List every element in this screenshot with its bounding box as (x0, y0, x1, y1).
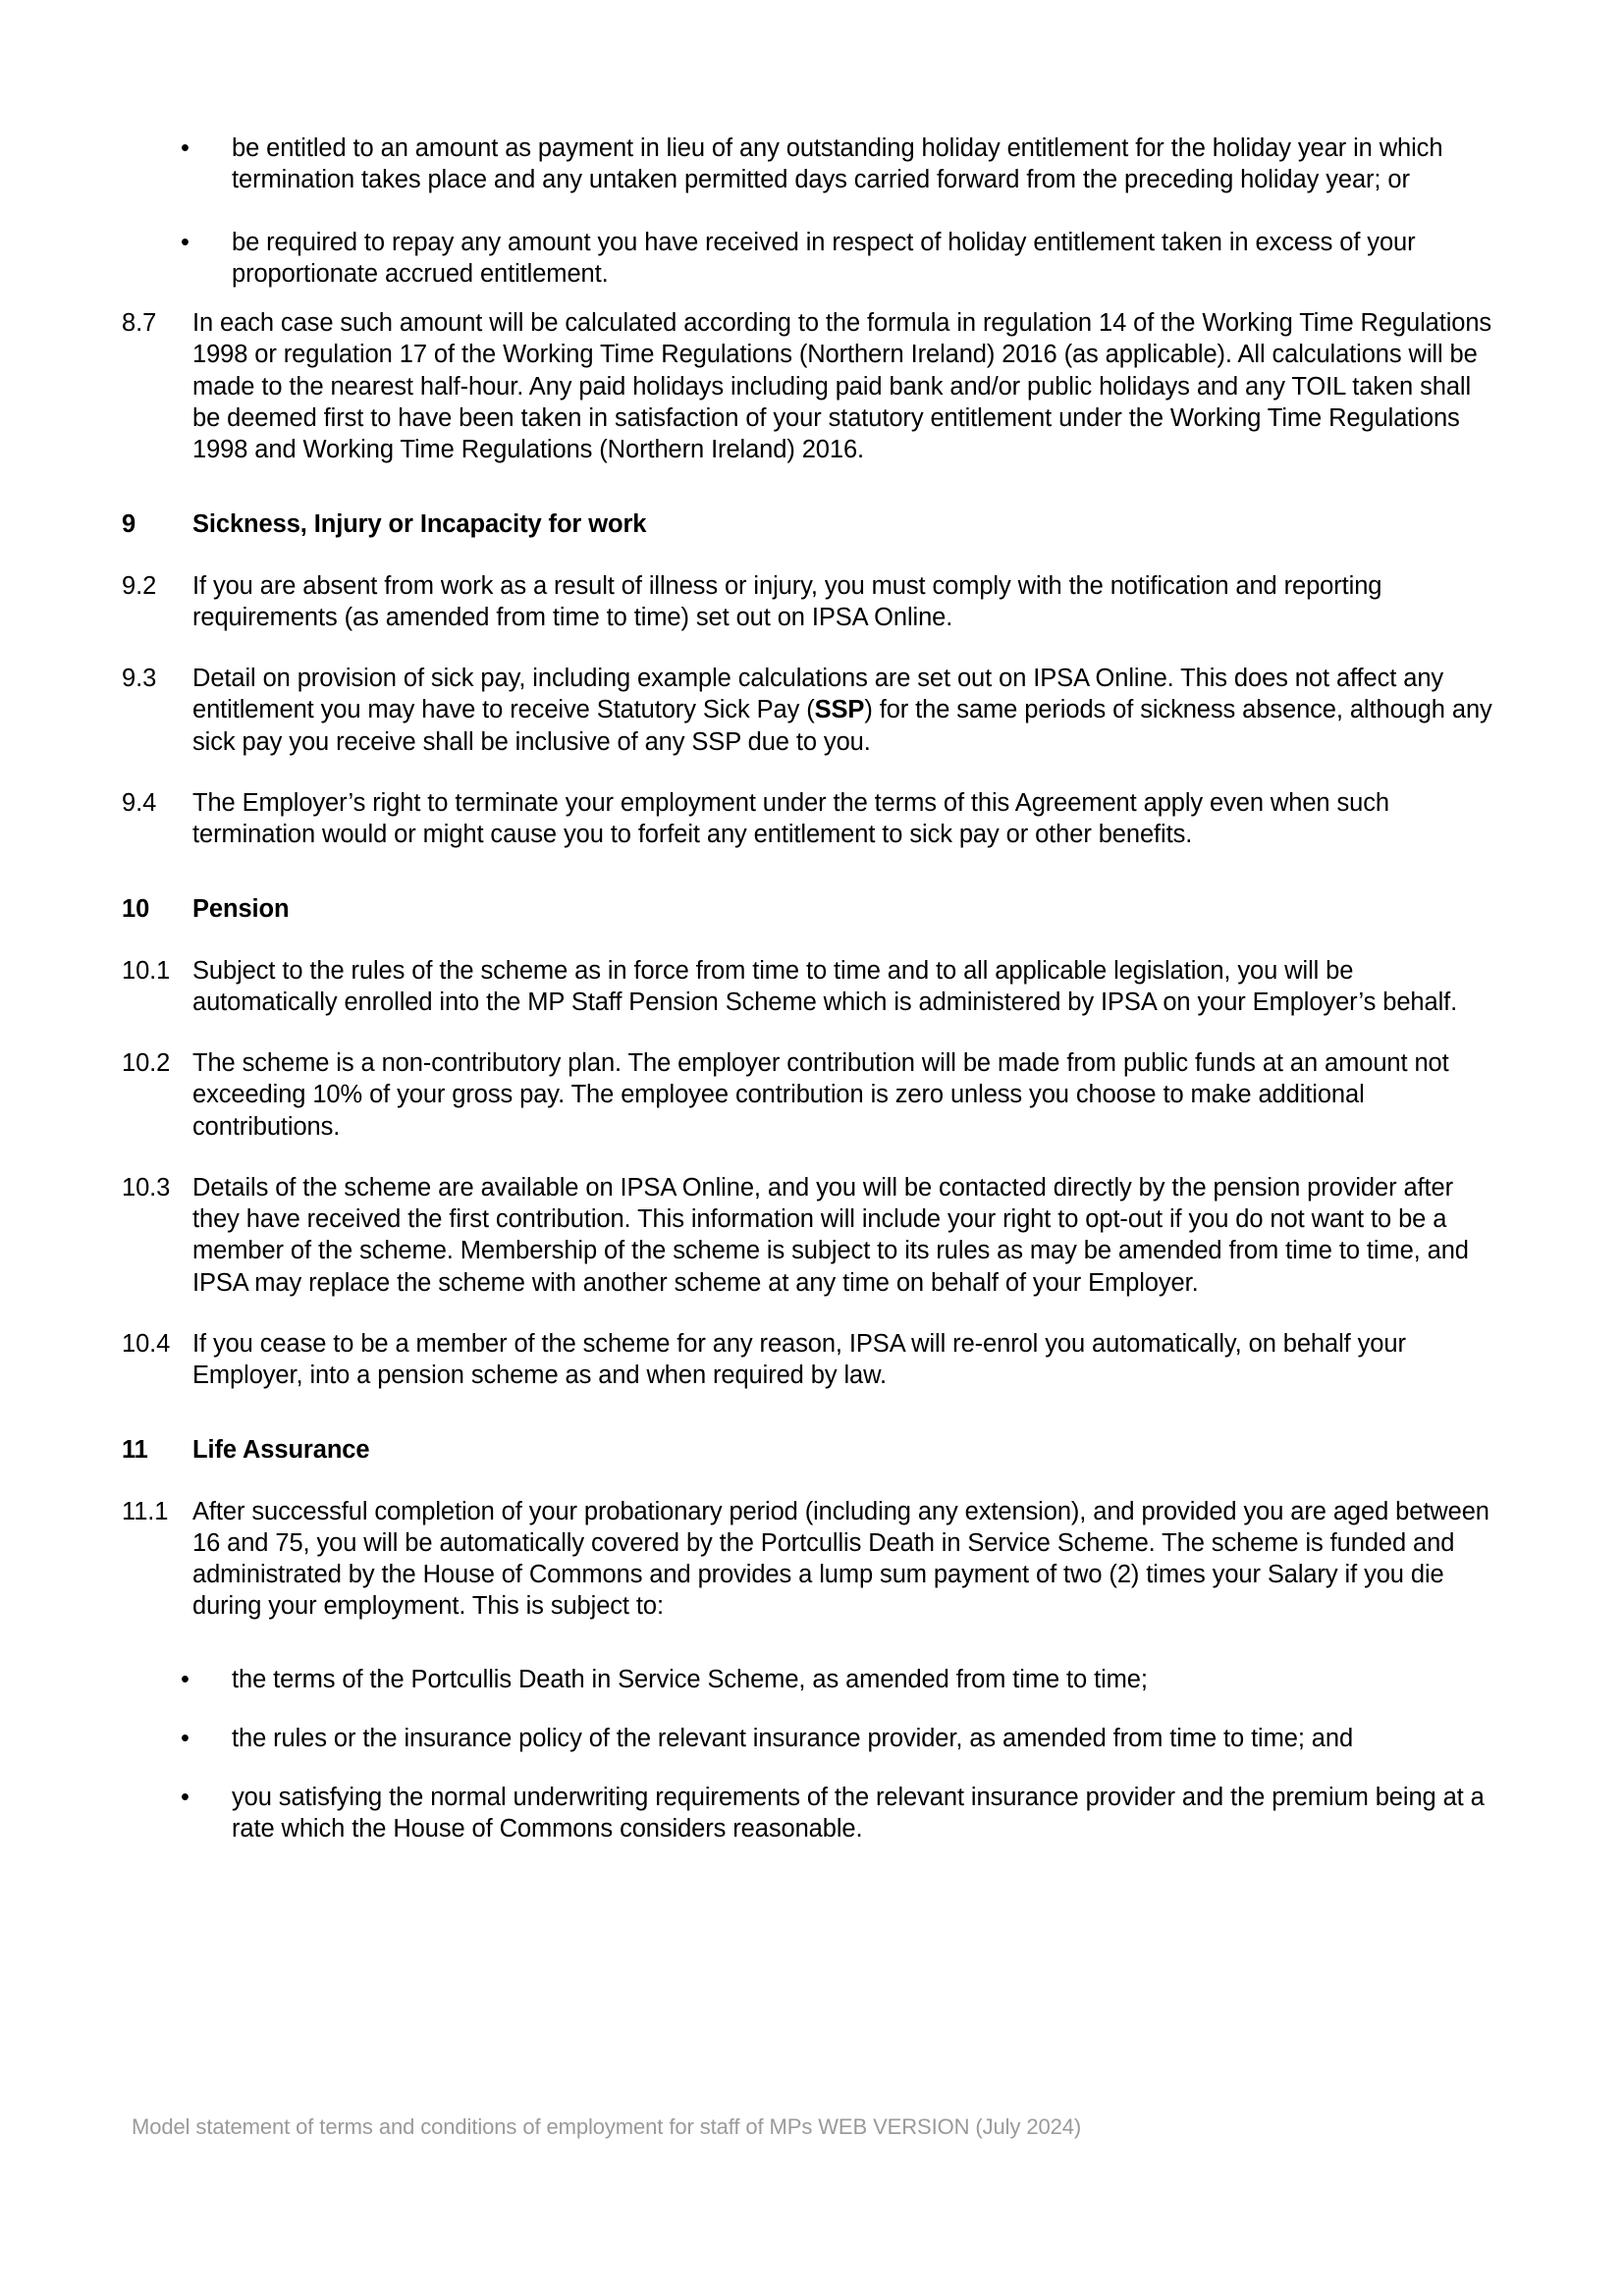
clause-text: If you cease to be a member of the scheme for any reason, IPSA will re-enrol you automatically, on behalf your Employer, into a pension scheme as and when required by law. (192, 1329, 1406, 1389)
clause-text: After successful completion of your probationary period (including any extension), and provided you are aged between 16 and 75, you will be automatically covered by the Portcullis Death in Service Scheme. The scheme is funded and administrated by the House of Commons and provides a lump sum payment of two (2) times your Salary if you die during your employment. This is subject to: (192, 1497, 1489, 1621)
bullet-icon: • (181, 1724, 189, 1752)
list-item (181, 227, 1502, 291)
clause-10-1 (122, 955, 1502, 1019)
clause-number: 11.1 (122, 1497, 169, 1525)
bullet-icon: • (181, 134, 189, 162)
clause-number: 10.3 (122, 1173, 171, 1201)
section-heading-9 (122, 508, 1502, 540)
clause-number: 8.7 (122, 309, 157, 337)
clause-9-4 (122, 787, 1502, 851)
holiday-termination-bullet-list (181, 133, 1502, 290)
clause-number: 10.4 (122, 1329, 171, 1358)
clause-text: If you are absent from work as a result of illness or injury, you must comply with the notification and reporting requirements (as amended from time to time) set out on IPSA Online. (192, 571, 1382, 631)
clause-text: In each case such amount will be calculated according to the formula in regulation 14 of the Working Time Regulations 1998 or regulation 17 of the Working Time Regulations (Northern Ireland) 2016 (as applicable). All calculations will be made to the nearest half-hour. Any paid holidays including paid bank and/or public holidays and any TOIL taken shall be deemed first to have been taken in satisfaction of your statutory entitlement under the Working Time Regulations 1998 and Working Time Regulations (Northern Ireland) 2016. (192, 309, 1492, 463)
clause-text: The Employer’s right to terminate your employment under the terms of this Agreement apply even when such termination would or might cause you to forfeit any entitlement to sick pay or other benefits. (192, 788, 1389, 848)
clause-text: Details of the scheme are available on IPSA Online, and you will be contacted directly by the pension provider after they have received the first contribution. This information will include your right to opt-out if you do not want to be a member of the scheme. Membership of the scheme is subject to its rules as may be amended from time to time, and IPSA may replace the scheme with another scheme at any time on behalf of your Employer. (192, 1173, 1469, 1297)
list-item (181, 1723, 1502, 1754)
clause-number: 9.3 (122, 665, 157, 692)
spacer (122, 290, 1502, 307)
clause-text-part-2: ) for the same periods of sickness absence, although any sick pay you receive shall be inclusive of any SSP due to you. (192, 696, 1492, 756)
section-title: Pension (192, 895, 290, 924)
clause-number: 10.1 (122, 956, 171, 985)
clause-10-2 (122, 1047, 1502, 1143)
clause-text (192, 663, 1502, 758)
clause-8-7 (122, 307, 1502, 465)
clause-10-4 (122, 1328, 1502, 1392)
clause-9-2 (122, 570, 1502, 634)
bullet-text: the rules or the insurance policy of the relevant insurance provider, as amended from time to time; and (232, 1724, 1354, 1752)
clause-text: Subject to the rules of the scheme as in force from time to time and to all applicable legislation, you will be automatically enrolled into the MP Staff Pension Scheme which is administered by IPSA on your Employer’s behalf. (192, 956, 1458, 1016)
bullet-text: be entitled to an amount as payment in lieu of any outstanding holiday entitlement for the holiday year in which termination takes place and any untaken permitted days carried forward from the preceding holiday year; or (232, 134, 1443, 194)
page-footer: Model statement of terms and conditions of employment for staff of MPs WEB VERSION (July 2024) (132, 2114, 1082, 2139)
section-heading-10 (122, 893, 1502, 925)
list-item (181, 1782, 1502, 1845)
clause-11-1 (122, 1496, 1502, 1623)
section-title: Life Assurance (192, 1436, 370, 1465)
bullet-text: be required to repay any amount you have received in respect of holiday entitlement taken in excess of your proportionate accrued entitlement. (232, 228, 1416, 288)
defined-term-ssp: SSP (814, 696, 865, 724)
spacer (122, 1652, 1502, 1664)
clause-text-part-1: Detail on provision of sick pay, including example calculations are set out on IPSA Online. This does not affect any entitlement you may have to receive Statutory Sick Pay ( (192, 665, 1444, 724)
life-assurance-bullet-list (181, 1664, 1502, 1845)
clause-10-3 (122, 1172, 1502, 1299)
bullet-icon: • (181, 1784, 189, 1811)
list-item (181, 133, 1502, 196)
clause-9-3 (122, 663, 1502, 758)
bullet-text: you satisfying the normal underwriting requirements of the relevant insurance provider and the premium being at a rate which the House of Commons considers reasonable. (232, 1784, 1485, 1843)
list-item (181, 1664, 1502, 1695)
section-heading-11 (122, 1434, 1502, 1466)
clause-number: 9.2 (122, 571, 157, 600)
section-number: 11 (122, 1436, 148, 1465)
section-title: Sickness, Injury or Incapacity for work (192, 510, 647, 539)
document-body (122, 133, 1502, 1845)
clause-number: 9.4 (122, 788, 157, 817)
clause-number: 10.2 (122, 1049, 171, 1077)
bullet-text: the terms of the Portcullis Death in Service Scheme, as amended from time to time; (232, 1665, 1148, 1693)
clause-text: The scheme is a non-contributory plan. The employer contribution will be made from public funds at an amount not exceeding 10% of your gross pay. The employee contribution is zero unless you choose to make additional contributions. (192, 1049, 1449, 1141)
section-number: 10 (122, 895, 150, 924)
bullet-icon: • (181, 1665, 189, 1693)
bullet-icon: • (181, 228, 189, 256)
section-number: 9 (122, 510, 136, 539)
